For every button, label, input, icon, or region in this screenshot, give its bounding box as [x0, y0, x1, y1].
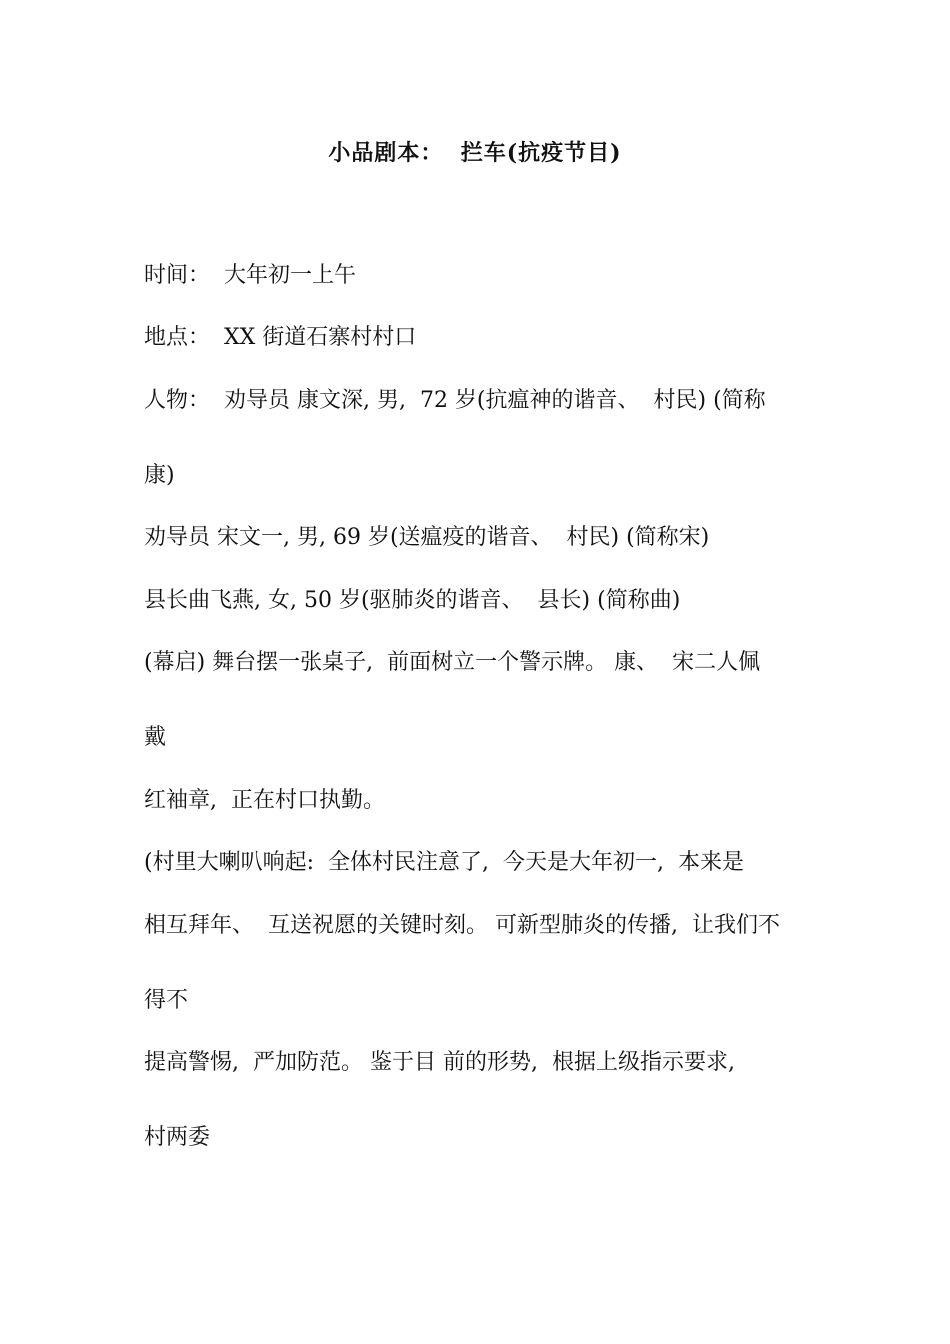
character-song-line: 劝导员 宋文一, 男, 69 岁(送瘟疫的谐音、 村民) (简称宋)	[144, 525, 710, 550]
time-line: 时间： 大年初一上午	[144, 263, 356, 288]
broadcast-line-3: 提高警惕, 严加防范。 鉴于目 前的形势, 根据上级指示要求,	[144, 1050, 735, 1075]
broadcast-line-2-cont: 得不	[144, 988, 189, 1013]
broadcast-line-2: 相互拜年、 互送祝愿的关键时刻。 可新型肺炎的传播, 让我们不	[144, 913, 780, 938]
stage-direction-line-cont: 戴	[144, 725, 167, 750]
characters-line: 人物： 劝导员 康文深, 男, 72 岁(抗瘟神的谐音、 村民) (简称	[144, 388, 766, 413]
broadcast-line-1: (村里大喇叭响起: 全体村民注意了, 今天是大年初一, 本来是	[144, 850, 744, 875]
characters-line-cont: 康)	[144, 463, 175, 488]
page-title: 小品剧本： 拦车(抗疫节目)	[328, 140, 622, 166]
character-qu-line: 县长曲飞燕, 女, 50 岁(驱肺炎的谐音、 县长) (简称曲)	[144, 588, 681, 613]
stage-direction-line: (幕启) 舞台摆一张桌子, 前面树立一个警示牌。 康、 宋二人佩	[144, 650, 761, 675]
place-line: 地点： XX 街道石寨村村口	[144, 325, 417, 350]
stage-direction-line-2: 红袖章, 正在村口执勤。	[144, 788, 385, 813]
broadcast-line-3-cont: 村两委	[144, 1125, 211, 1150]
